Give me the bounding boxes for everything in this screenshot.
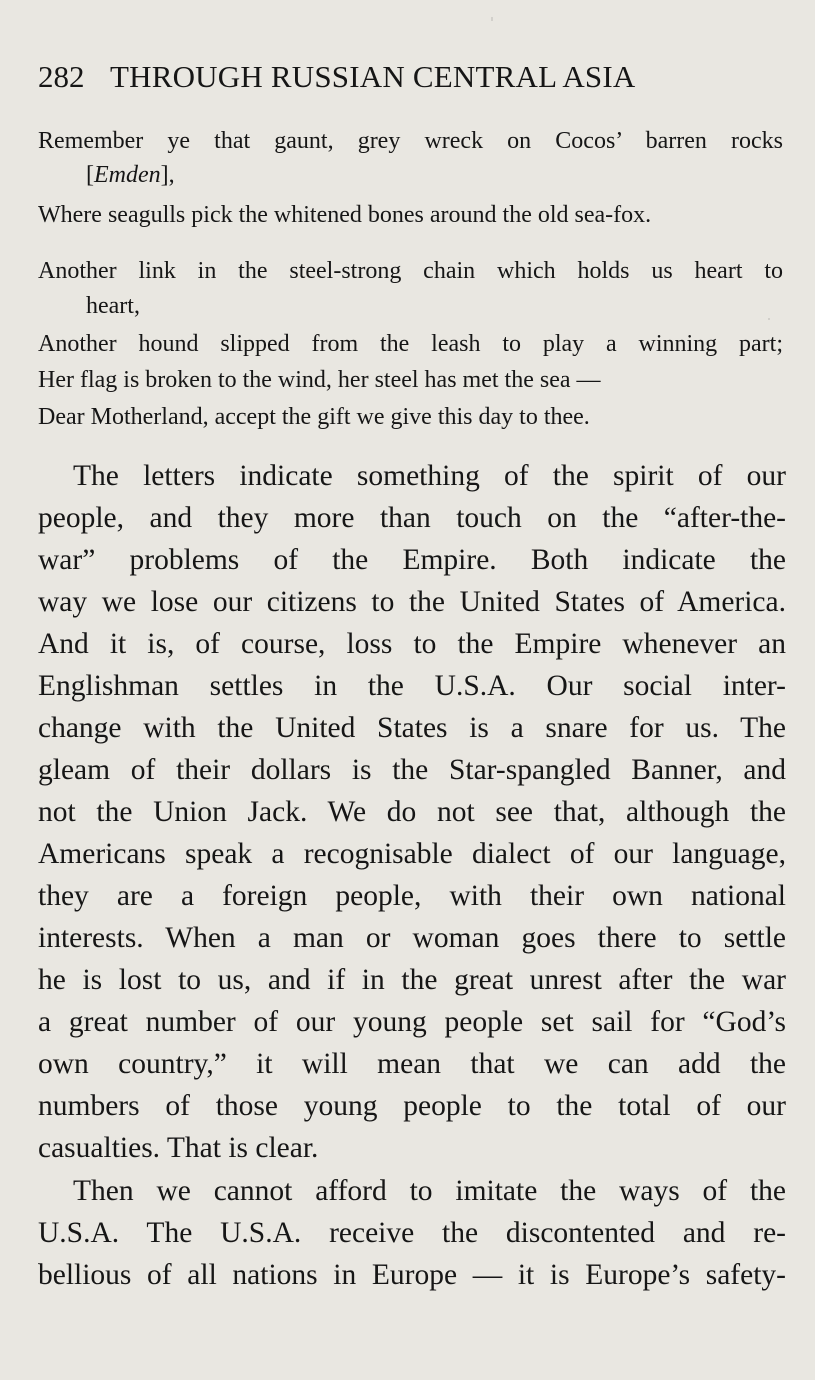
prose-line: own country,” it will mean that we can add the [38,1048,786,1080]
prose-line: casualties. That is clear. [38,1132,319,1164]
verse-line: Remember ye that gaunt, grey wreck on Cocos’ barren rocks [38,128,783,154]
verse-line: Another link in the steel-strong chain which holds us heart to [38,258,783,284]
paper-speck [491,17,493,21]
prose-line: numbers of those young people to the total of our [38,1090,786,1122]
prose-line: U.S.A. The U.S.A. receive the discontented and re- [38,1217,786,1249]
prose-line: Americans speak a recognisable dialect of our language, [38,838,786,870]
prose-line: they are a foreign people, with their own national [38,880,786,912]
prose-line: bellious of all nations in Europe — it is Europe’s safety- [38,1259,786,1291]
prose-line: gleam of their dollars is the Star-spangled Banner, and [38,754,786,786]
verse-line: Her flag is broken to the wind, her steel has met the sea — [38,367,601,393]
ship-name: Emden [94,162,161,188]
prose-line: war” problems of the Empire. Both indicate the [38,544,786,576]
paper-speck [768,318,770,320]
prose-line: Then we cannot afford to imitate the ways of the [73,1175,786,1207]
prose-line: way we lose our citizens to the United States of America. [38,586,786,618]
verse-line: heart, [86,293,140,319]
prose-line: a great number of our young people set sail for “God’s [38,1006,786,1038]
verse-line: Dear Motherland, accept the gift we give this day to thee. [38,404,590,430]
verse-bracket-open: [ [86,162,94,188]
page-number: 282 [38,59,85,94]
prose-line: change with the United States is a snare for us. The [38,712,786,744]
prose-line: not the Union Jack. We do not see that, although the [38,796,786,828]
prose-line: The letters indicate something of the spirit of our [73,460,786,492]
prose-line: he is lost to us, and if in the great unrest after the war [38,964,786,996]
running-title: THROUGH RUSSIAN CENTRAL ASIA [110,59,636,94]
verse-line: Where seagulls pick the whitened bones around the old sea-fox. [38,202,652,228]
verse-line [86,159,175,191]
verse-bracket-close: ], [160,162,175,188]
page-header [38,54,778,100]
prose-line: And it is, of course, loss to the Empire whenever an [38,628,786,660]
prose-line: people, and they more than touch on the “after-the- [38,502,786,534]
prose-line: Englishman settles in the U.S.A. Our social inter- [38,670,786,702]
prose-line: interests. When a man or woman goes there to settle [38,922,786,954]
verse-line: Another hound slipped from the leash to play a winning part; [38,331,783,357]
